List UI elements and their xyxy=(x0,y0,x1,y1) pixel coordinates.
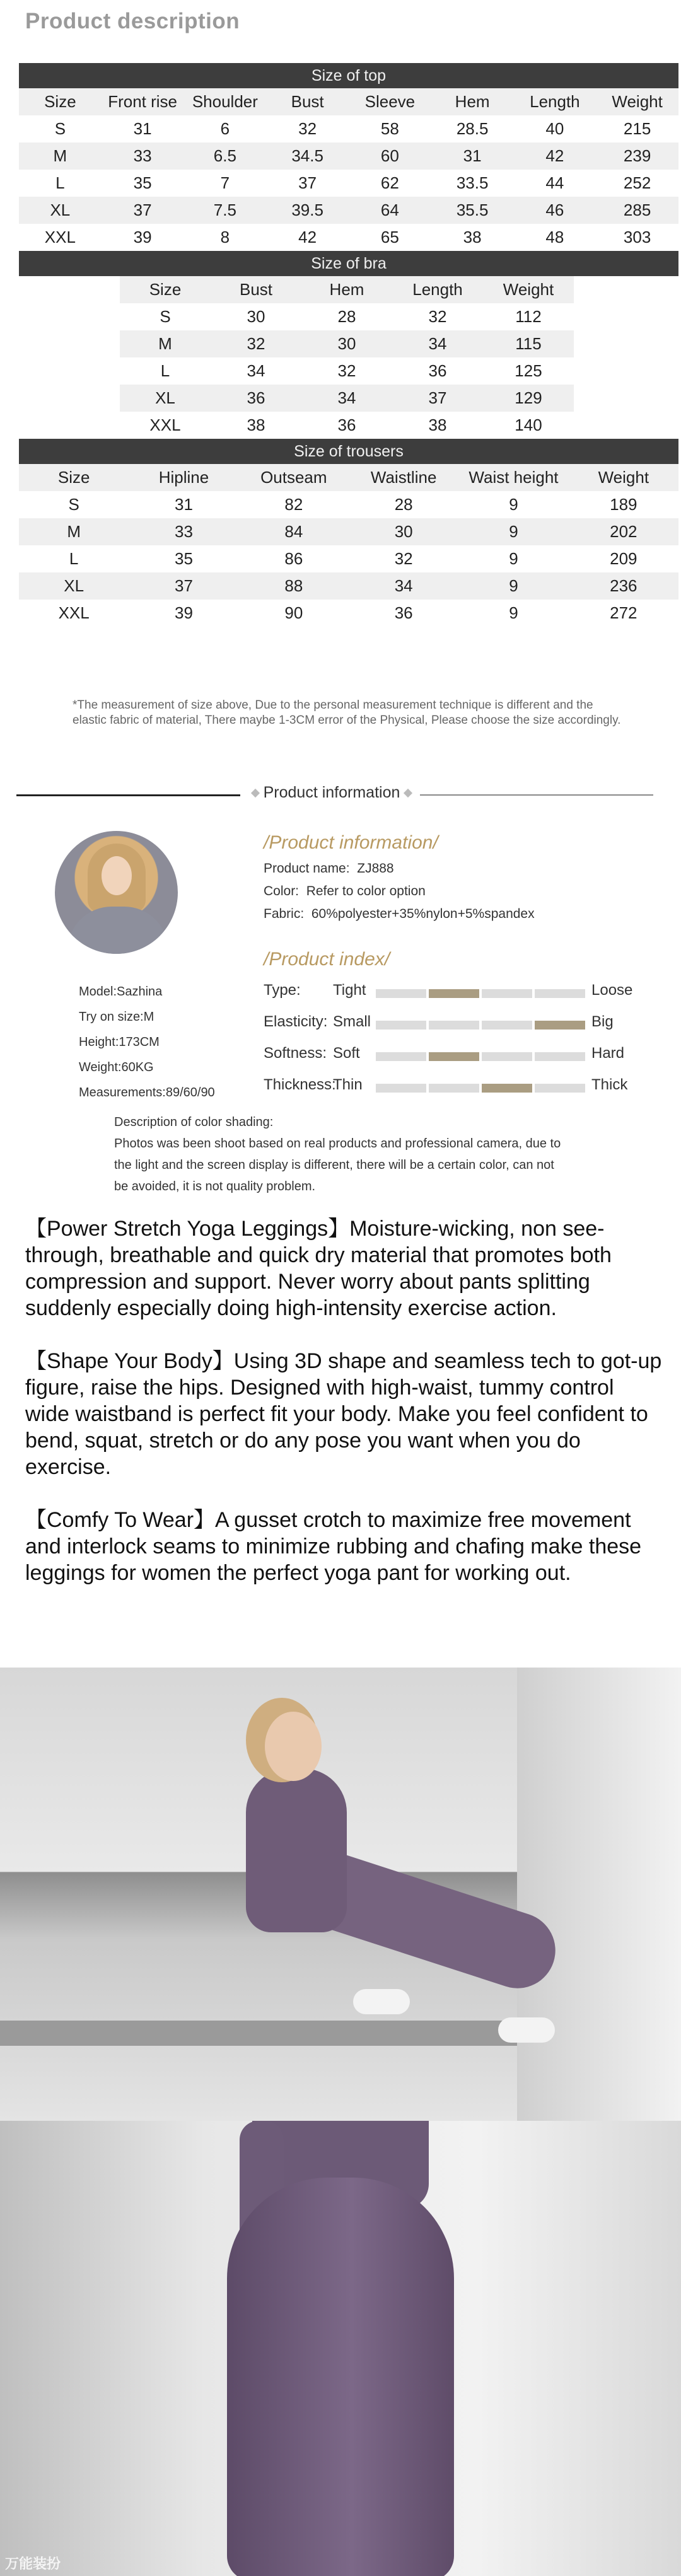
product-name-value: ZJ888 xyxy=(357,861,394,876)
column-header: Hipline xyxy=(129,464,238,491)
table-cell: 31 xyxy=(133,119,152,138)
table-cell: 37 xyxy=(392,385,483,412)
column-header: Waist height xyxy=(458,464,568,491)
table-cell: 48 xyxy=(545,228,564,247)
model-avatar xyxy=(55,831,178,954)
table-row xyxy=(120,357,574,385)
column-header: Size xyxy=(19,88,102,115)
color-value: Refer to color option xyxy=(306,884,426,898)
index-low-label: Thin xyxy=(333,1076,363,1093)
table-cell: 34 xyxy=(392,330,483,357)
index-level-segment xyxy=(429,1084,479,1093)
index-row xyxy=(264,974,655,1006)
column-header: Weight xyxy=(596,88,678,115)
table-cell: XL xyxy=(19,572,129,600)
table-cell: 36 xyxy=(337,415,356,434)
index-low-label: Tight xyxy=(333,982,366,999)
photo-leggings xyxy=(227,2178,454,2576)
index-level-segment xyxy=(535,1084,585,1093)
table-cell: 40 xyxy=(545,119,564,138)
table-cell: 272 xyxy=(610,603,637,622)
table-cell: 6.5 xyxy=(184,142,267,170)
table-cell: 239 xyxy=(596,142,678,170)
column-header: Size xyxy=(120,276,211,303)
divider-line-right xyxy=(420,794,653,796)
table-cell: 6 xyxy=(220,119,230,138)
index-level-segment xyxy=(429,1052,479,1061)
table-row xyxy=(19,491,678,518)
table-cell: S xyxy=(160,307,171,326)
table-cell: M xyxy=(19,142,102,170)
table-cell: 7.5 xyxy=(184,197,267,224)
feature-paragraph: 【Comfy To Wear】A gusset crotch to maximize free movement and interlock seams to minimize rubbing and chafing make these leggings for women the perfect yoga pant for working out. xyxy=(25,1508,642,1585)
table-cell: 82 xyxy=(284,495,303,514)
index-high-label: Big xyxy=(591,1013,614,1030)
table-cell: S xyxy=(68,495,79,514)
table-cell: 34.5 xyxy=(266,142,349,170)
divider-line-left xyxy=(16,794,240,796)
table-cell: 236 xyxy=(569,572,678,600)
index-high-label: Loose xyxy=(591,982,633,999)
table-cell: 31 xyxy=(431,142,514,170)
table-cell: 86 xyxy=(284,549,303,568)
diamond-icon xyxy=(251,789,260,798)
table-row xyxy=(19,600,678,627)
table-cell: 38 xyxy=(463,228,482,247)
model-name: Model:Sazhina xyxy=(79,985,163,999)
column-header: Hem xyxy=(431,88,514,115)
index-level-segment xyxy=(482,1084,532,1093)
table-cell: 9 xyxy=(509,549,518,568)
table-cell: XXL xyxy=(149,415,181,434)
table-cell: S xyxy=(54,119,66,138)
table-cell: 9 xyxy=(458,572,568,600)
bra-size-table xyxy=(120,276,574,439)
index-name: Softness: xyxy=(264,1045,327,1062)
table-cell: 8 xyxy=(220,228,230,247)
table-cell: 34 xyxy=(247,361,265,380)
table-cell: 35.5 xyxy=(431,197,514,224)
table-header-row xyxy=(19,464,678,491)
table-cell: 30 xyxy=(247,307,265,326)
table-cell: 36 xyxy=(428,361,447,380)
size-note xyxy=(73,698,627,728)
top-size-title: Size of top xyxy=(19,63,678,88)
table-cell: 33 xyxy=(129,518,238,545)
table-row xyxy=(19,572,678,600)
index-level-segment xyxy=(482,989,532,998)
table-cell: M xyxy=(120,330,211,357)
table-cell: 58 xyxy=(380,119,399,138)
bra-size-title: Size of bra xyxy=(19,251,678,276)
index-level-segment xyxy=(376,1084,426,1093)
table-cell: 62 xyxy=(380,173,399,192)
column-header: Weight xyxy=(483,276,574,303)
index-level-segment xyxy=(535,989,585,998)
table-cell: 112 xyxy=(515,307,542,326)
table-cell: 140 xyxy=(515,415,542,434)
table-cell: 39.5 xyxy=(266,197,349,224)
table-cell: 34 xyxy=(301,385,392,412)
table-cell: 35 xyxy=(133,173,152,192)
photo-shoe xyxy=(498,2017,555,2043)
trousers-size-block xyxy=(19,439,678,627)
feature-paragraph: 【Shape Your Body】Using 3D shape and seamless tech to got-up figure, raise the hips. Designed with high-waist, tummy control wide waistband is perfect fit your body. Make you feel confident to bend, squat, stretch or do any pose you want when you do exercise. xyxy=(25,1349,662,1479)
product-description-header xyxy=(0,0,681,49)
bra-size-block xyxy=(19,251,678,439)
table-cell: 32 xyxy=(298,119,317,138)
top-size-block xyxy=(19,63,678,251)
column-header: Front rise xyxy=(102,88,184,115)
column-header: Bust xyxy=(211,276,301,303)
top-size-table xyxy=(19,88,678,251)
color-row xyxy=(264,884,642,899)
table-row xyxy=(19,545,678,572)
product-index-rows xyxy=(264,974,655,1100)
table-row xyxy=(120,385,574,412)
table-cell: L xyxy=(69,549,79,568)
table-cell: L xyxy=(160,361,170,380)
table-cell: 35 xyxy=(175,549,193,568)
model-measurements: Measurements:89/60/90 xyxy=(79,1086,215,1099)
model-weight: Weight:60KG xyxy=(79,1060,154,1074)
model-try-on: Try on size:M xyxy=(79,1010,154,1024)
column-header: Outseam xyxy=(239,464,349,491)
table-row xyxy=(19,115,678,142)
table-cell: 84 xyxy=(239,518,349,545)
color-shading-text: Photos was been shoot based on real products and professional camera, due to the light and the screen display is different, there will be a certain color, can not be avoided, it is not quality problem. xyxy=(114,1137,561,1193)
table-row xyxy=(120,303,574,330)
index-low-label: Soft xyxy=(333,1045,360,1062)
table-cell: 44 xyxy=(545,173,564,192)
table-row xyxy=(19,224,678,251)
table-cell: 37 xyxy=(129,572,238,600)
table-cell: XXL xyxy=(58,603,90,622)
index-name: Type: xyxy=(264,982,301,999)
table-cell: 7 xyxy=(220,173,230,192)
column-header: Shoulder xyxy=(184,88,267,115)
index-row xyxy=(264,1006,655,1037)
table-cell: 215 xyxy=(623,119,651,138)
table-row xyxy=(19,170,678,197)
index-level-segment xyxy=(429,1021,479,1030)
product-information-divider xyxy=(16,781,653,809)
column-header: Bust xyxy=(266,88,349,115)
table-cell: 38 xyxy=(428,415,447,434)
size-chart xyxy=(19,63,678,627)
table-cell: 33 xyxy=(102,142,184,170)
column-header: Hem xyxy=(301,276,392,303)
table-cell: 9 xyxy=(509,603,518,622)
table-header-row xyxy=(120,276,574,303)
table-row xyxy=(19,518,678,545)
column-header: Sleeve xyxy=(349,88,431,115)
index-level-segment xyxy=(535,1052,585,1061)
index-high-label: Hard xyxy=(591,1045,625,1062)
table-cell: 90 xyxy=(284,603,303,622)
table-cell: 42 xyxy=(298,228,317,247)
table-cell: 9 xyxy=(509,495,518,514)
table-cell: XL xyxy=(19,197,102,224)
photo-shoe xyxy=(353,1989,410,2014)
table-cell: 36 xyxy=(211,385,301,412)
table-cell: 37 xyxy=(298,173,317,192)
table-cell: 32 xyxy=(211,330,301,357)
product-name-row xyxy=(264,861,642,876)
index-level-segment xyxy=(429,989,479,998)
table-cell: 36 xyxy=(394,603,413,622)
table-cell: 37 xyxy=(102,197,184,224)
table-cell: 28 xyxy=(337,307,356,326)
index-level-segment xyxy=(482,1021,532,1030)
table-cell: 28 xyxy=(394,495,413,514)
avatar-face xyxy=(102,856,132,895)
fabric-value: 60%polyester+35%nylon+5%spandex xyxy=(311,907,535,921)
page-title: Product description xyxy=(25,9,240,33)
index-name: Elasticity: xyxy=(264,1013,328,1030)
table-cell: 209 xyxy=(610,549,637,568)
table-cell: 30 xyxy=(349,518,458,545)
table-cell: 189 xyxy=(610,495,637,514)
table-cell: 125 xyxy=(515,361,542,380)
index-level-segment xyxy=(482,1052,532,1061)
table-cell: 303 xyxy=(623,228,651,247)
table-cell: 115 xyxy=(483,330,574,357)
table-row xyxy=(120,330,574,357)
table-cell: 33.5 xyxy=(456,173,489,192)
table-cell: 32 xyxy=(337,361,356,380)
table-row xyxy=(120,412,574,439)
table-cell: 46 xyxy=(514,197,597,224)
product-photo-full-body xyxy=(0,1668,681,2121)
table-cell: 32 xyxy=(394,549,413,568)
table-cell: XL xyxy=(120,385,211,412)
table-cell: 39 xyxy=(133,228,152,247)
column-header: Size xyxy=(19,464,129,491)
product-information-title xyxy=(240,784,423,802)
table-cell: 202 xyxy=(569,518,678,545)
table-row xyxy=(19,142,678,170)
color-shading-title: Description of color shading: xyxy=(114,1115,274,1129)
table-cell: 65 xyxy=(380,228,399,247)
product-information xyxy=(264,832,642,922)
table-cell: 30 xyxy=(301,330,392,357)
table-cell: 39 xyxy=(175,603,193,622)
table-cell: 60 xyxy=(349,142,431,170)
table-cell: XXL xyxy=(44,228,76,247)
photo-head xyxy=(265,1712,322,1781)
model-height: Height:173CM xyxy=(79,1035,160,1049)
watermark: 万能装扮 xyxy=(5,2556,61,2572)
photo-torso xyxy=(246,1768,347,1932)
index-high-label: Thick xyxy=(591,1076,628,1093)
product-photo-back-view xyxy=(0,2121,681,2576)
feature-description xyxy=(25,1215,662,1613)
table-cell: L xyxy=(55,173,65,192)
column-header: Weight xyxy=(569,464,678,491)
index-level-segment xyxy=(376,1021,426,1030)
table-cell: 285 xyxy=(596,197,678,224)
product-information-heading: /Product information/ xyxy=(264,832,438,853)
product-index xyxy=(264,949,655,1100)
table-cell: 34 xyxy=(349,572,458,600)
table-cell: 31 xyxy=(175,495,193,514)
fabric-label: Fabric: xyxy=(264,907,305,921)
index-row xyxy=(264,1069,655,1100)
table-cell: 88 xyxy=(239,572,349,600)
product-index-heading: /Product index/ xyxy=(264,949,390,970)
table-cell: 32 xyxy=(428,307,447,326)
column-header: Length xyxy=(514,88,597,115)
index-low-label: Small xyxy=(333,1013,371,1030)
index-level-segment xyxy=(376,1052,426,1061)
feature-paragraph: 【Power Stretch Yoga Leggings】Moisture-wicking, non see-through, breathable and quick dry material that promotes both compression and support. Never worry about pants splitting suddenly especially doing high-intensity exercise action. xyxy=(25,1217,612,1320)
model-info xyxy=(79,979,215,1105)
index-name: Thickness: xyxy=(264,1076,336,1093)
column-header: Waistline xyxy=(349,464,458,491)
product-name-label: Product name: xyxy=(264,861,350,876)
trousers-size-title: Size of trousers xyxy=(19,439,678,464)
table-cell: 38 xyxy=(247,415,265,434)
photo-step xyxy=(0,2021,517,2046)
table-cell: 64 xyxy=(349,197,431,224)
color-shading-note xyxy=(114,1111,568,1197)
column-header: Length xyxy=(392,276,483,303)
index-level-segment xyxy=(376,989,426,998)
avatar-shirt xyxy=(67,907,168,954)
table-cell: 129 xyxy=(483,385,574,412)
table-header-row xyxy=(19,88,678,115)
size-note-text: *The measurement of size above, Due to the personal measurement technique is different and the elastic fabric of material, There maybe 1-3CM error of the Physical, Please choose the size accordingly. xyxy=(73,699,621,727)
table-cell: M xyxy=(19,518,129,545)
index-level-segment xyxy=(535,1021,585,1030)
table-cell: 9 xyxy=(458,518,568,545)
index-row xyxy=(264,1037,655,1069)
table-cell: 28.5 xyxy=(456,119,489,138)
photo-wall xyxy=(517,1668,681,2121)
trousers-size-table xyxy=(19,464,678,627)
product-information-label: Product information xyxy=(263,784,400,801)
color-label: Color: xyxy=(264,884,300,898)
fabric-row xyxy=(264,907,642,922)
table-row xyxy=(19,197,678,224)
diamond-icon xyxy=(404,789,412,798)
table-cell: 252 xyxy=(623,173,651,192)
table-cell: 42 xyxy=(514,142,597,170)
